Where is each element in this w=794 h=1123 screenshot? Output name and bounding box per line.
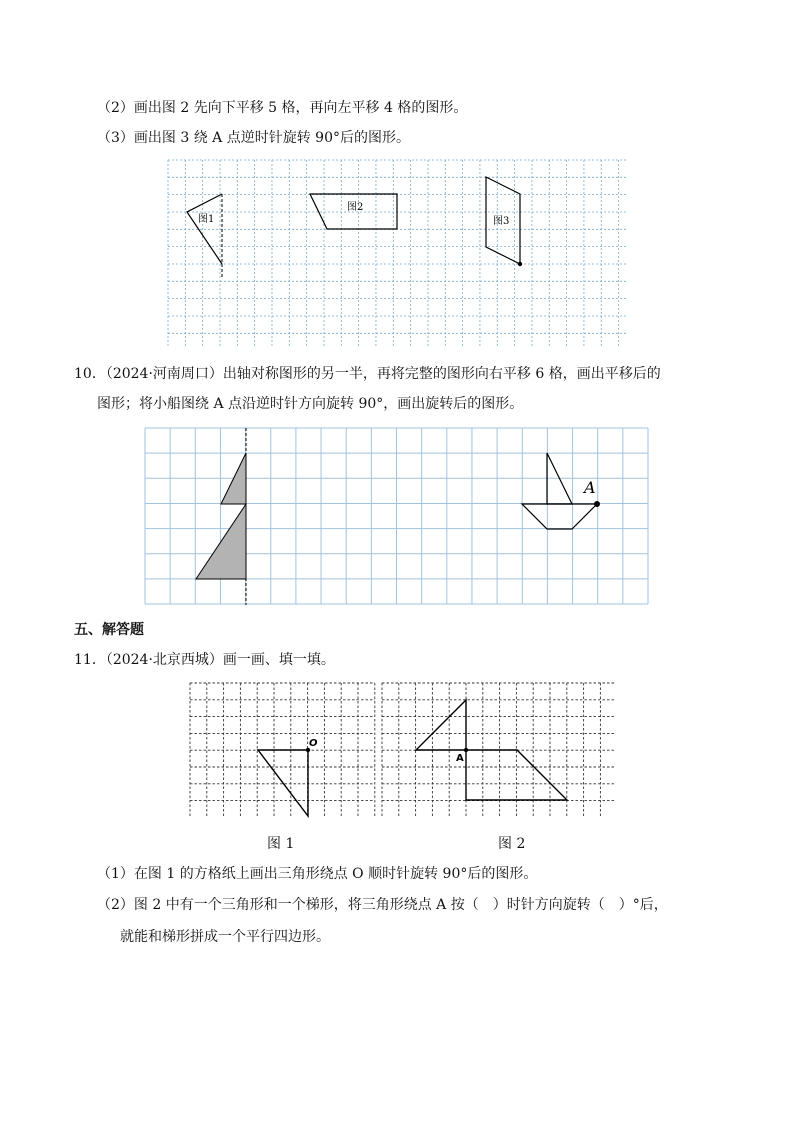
- point-A-label-2: A: [456, 753, 464, 764]
- q10-text-line2: 图形；将小船图绕 A 点沿逆时针方向旋转 90°，画出旋转后的图形。: [97, 396, 524, 412]
- figure-label-2: 图2: [347, 202, 364, 213]
- q11-part2-text-line1: （2）图 2 中有一个三角形和一个梯形，将三角形绕点 A 按（ ）时针方向旋转（ ）°后，: [97, 897, 668, 913]
- q11-part1-text: （1）在图 1 的方格纸上画出三角形绕点 O 顺时针旋转 90°后的图形。: [97, 866, 538, 882]
- caption-figure-2: 图 2: [498, 836, 526, 852]
- caption-figure-1: 图 1: [267, 836, 295, 852]
- figure-label-1: 图1: [198, 214, 215, 225]
- figure-label-3: 图3: [493, 216, 510, 227]
- grid-rotation-figures: [190, 683, 616, 818]
- q10-text-line1: 10．（2024·河南周口）出轴对称图形的另一半，再将完整的图形向右平移 6 格，画出平移后的: [74, 366, 661, 382]
- point-A-label: A: [584, 478, 596, 497]
- q11-text: 11．（2024·北京西城）画一画、填一填。: [74, 652, 335, 668]
- section-five-title: 五、解答题: [74, 622, 144, 638]
- point-O-label: O: [309, 738, 318, 749]
- q11-part2-text-line2: 就能和梯形拼成一个平行四边形。: [120, 929, 330, 945]
- grid-symmetry-and-boat: [145, 428, 649, 605]
- grid-figure-1-2-3: [168, 158, 628, 350]
- q9-part2-text: （2）画出图 2 先向下平移 5 格，再向左平移 4 格的图形。: [97, 100, 468, 116]
- q9-part3-text: （3）画出图 3 绕 A 点逆时针旋转 90°后的图形。: [97, 130, 410, 146]
